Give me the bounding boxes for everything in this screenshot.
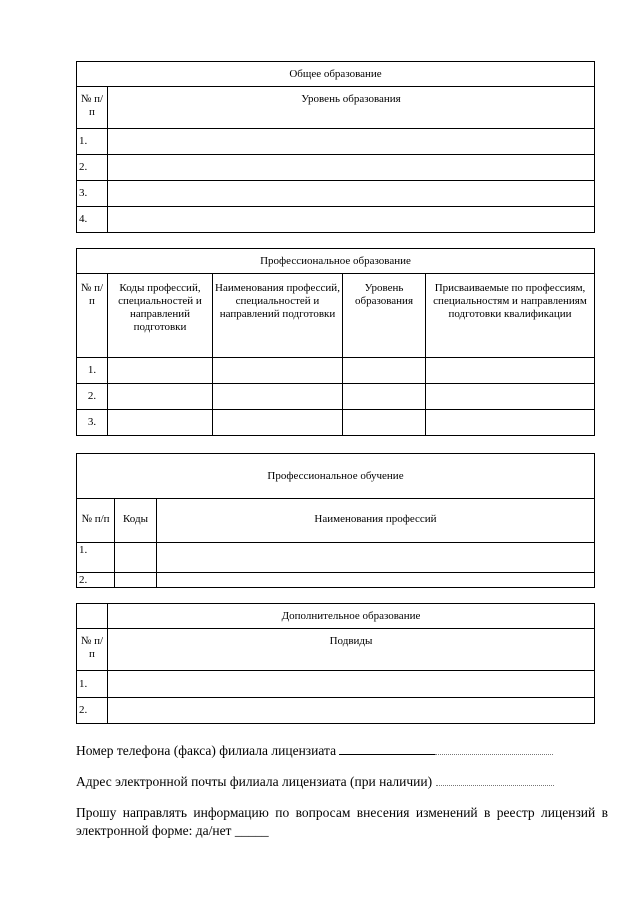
general-education-title: Общее образование — [77, 62, 595, 87]
general-education-row-num: 4. — [77, 207, 108, 233]
general-education-level-cell[interactable] — [108, 181, 595, 207]
additional-education-title: Дополнительное образование — [108, 604, 595, 629]
professional-education-row-num: 3. — [77, 410, 108, 436]
general-education-row-num: 3. — [77, 181, 108, 207]
request-paragraph: Прошу направлять информацию по вопросам внесения изменений в реестр лицензий в электронной форме: да/нет _____ — [76, 805, 608, 838]
professional-education-names-header: Наименования профессий, специальностей и направлений подготовки — [213, 274, 343, 358]
email-label: Адрес электронной почты филиала лицензиата (при наличии) — [76, 774, 433, 789]
professional-training-table — [76, 453, 595, 588]
professional-education-table — [76, 248, 595, 436]
professional-education-level-cell[interactable] — [343, 358, 426, 384]
professional-education-row-num: 2. — [77, 384, 108, 410]
professional-education-names-cell[interactable] — [213, 410, 343, 436]
professional-training-num-header: № п/п — [77, 499, 115, 543]
professional-training-names-cell[interactable] — [157, 543, 595, 573]
general-education-level-header: Уровень образования — [108, 87, 595, 129]
professional-education-codes-cell[interactable] — [108, 358, 213, 384]
additional-education-num-header: № п/п — [77, 629, 108, 671]
phone-line — [76, 742, 553, 760]
email-line — [76, 773, 554, 791]
professional-education-codes-header: Коды профессий, специальностей и направлений подготовки — [108, 274, 213, 358]
professional-education-qualifications-cell[interactable] — [426, 410, 595, 436]
professional-training-names-header: Наименования профессий — [157, 499, 595, 543]
professional-education-level-cell[interactable] — [343, 384, 426, 410]
professional-education-codes-cell[interactable] — [108, 410, 213, 436]
professional-education-level-cell[interactable] — [343, 410, 426, 436]
professional-training-codes-cell[interactable] — [115, 573, 157, 588]
phone-label: Номер телефона (факса) филиала лицензиата — [76, 743, 337, 758]
general-education-num-header: № п/п — [77, 87, 108, 129]
professional-education-qualifications-cell[interactable] — [426, 384, 595, 410]
professional-training-title: Профессиональное обучение — [77, 454, 595, 499]
additional-education-title-spacer — [77, 604, 108, 629]
professional-education-num-header: № п/п — [77, 274, 108, 358]
professional-education-level-header: Уровень образования — [343, 274, 426, 358]
professional-training-codes-header: Коды — [115, 499, 157, 543]
general-education-table — [76, 61, 595, 233]
professional-education-title: Профессиональное образование — [77, 249, 595, 274]
additional-education-row-num: 2. — [77, 698, 108, 724]
additional-education-table — [76, 603, 595, 724]
phone-field[interactable] — [339, 742, 435, 755]
professional-education-row-num: 1. — [77, 358, 108, 384]
professional-training-row-num: 2. — [77, 573, 115, 588]
additional-education-subtypes-header: Подвиды — [108, 629, 595, 671]
professional-education-codes-cell[interactable] — [108, 384, 213, 410]
professional-education-names-cell[interactable] — [213, 358, 343, 384]
general-education-level-cell[interactable] — [108, 129, 595, 155]
professional-education-qualifications-header: Присваиваемые по профессиям, специальностям и направлениям подготовки квалификации — [426, 274, 595, 358]
general-education-row-num: 1. — [77, 129, 108, 155]
additional-education-subtypes-cell[interactable] — [108, 671, 595, 698]
professional-training-row-num: 1. — [77, 543, 115, 573]
email-field[interactable] — [436, 773, 554, 786]
additional-education-subtypes-cell[interactable] — [108, 698, 595, 724]
phone-field-dotted[interactable] — [435, 742, 553, 755]
professional-training-names-cell[interactable] — [157, 573, 595, 588]
professional-training-codes-cell[interactable] — [115, 543, 157, 573]
professional-education-qualifications-cell[interactable] — [426, 358, 595, 384]
general-education-row-num: 2. — [77, 155, 108, 181]
general-education-level-cell[interactable] — [108, 155, 595, 181]
general-education-level-cell[interactable] — [108, 207, 595, 233]
additional-education-row-num: 1. — [77, 671, 108, 698]
professional-education-names-cell[interactable] — [213, 384, 343, 410]
